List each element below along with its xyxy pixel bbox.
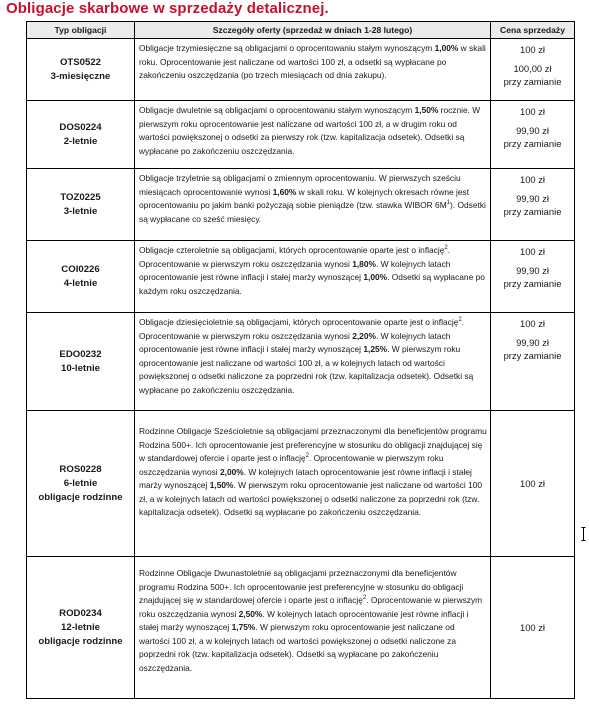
table-header-row bbox=[27, 22, 575, 39]
bond-term: 12-letnie bbox=[61, 621, 100, 633]
bond-type-cell bbox=[27, 313, 135, 411]
page-title: Obligacje skarbowe w sprzedaży detalicznej. bbox=[6, 0, 329, 17]
bond-price-cell bbox=[491, 169, 575, 241]
bond-term: 4-letnie bbox=[63, 277, 98, 289]
bond-description: Rodzinne Obligacje Dwunastoletnie są obligacjami przeznaczonymi dla beneficjentów programu Rodzina 500+. Ich oprocentowanie jest preferencyjne w stosunku do obligacji znajdującej się w standardowej ofercie i oparte jest o inflację$^2$. Oprocentowanie w pierwszym roku oszczędzania wynosi 2,50%. W kolejnych latach oprocentowanie jest równe inflacji i stałej marży wynoszącej 1,75%. W pierwszym roku oprocentowanie jest naliczane od wartości 100 zł, a w kolejnych latach od wartości powiększonej o odsetki naliczone za poprzedni rok (tzw. kapitalizacja odsetek). Odsetki są wypłacane po zakończeniu oszczędzania. bbox=[135, 557, 491, 699]
price-value: 100 zł bbox=[519, 106, 546, 117]
exchange-price-label: przy zamianie bbox=[503, 206, 562, 217]
bond-code: ROD0234 bbox=[59, 607, 102, 619]
bond-price-cell bbox=[491, 411, 575, 557]
bond-term: 10-letnie bbox=[61, 362, 100, 374]
table-row bbox=[27, 101, 575, 169]
bond-code: DOS0224 bbox=[59, 121, 102, 133]
exchange-price-value: 99,90 zł bbox=[516, 265, 549, 276]
exchange-price-value: 99,90 zł bbox=[516, 193, 549, 204]
exchange-price-value: 99,90 zł bbox=[516, 337, 549, 348]
bond-description: Obligacje czteroletnie są obligacjami, których oprocentowanie oparte jest o inflację$^2$. Oprocentowanie w pierwszym roku oszczędzania wynosi 1,80%. W kolejnych latach oprocentowanie jest równe inflacji i stałej marży wynoszącej 1,00%. Odsetki są wypłacane po każdym roku oszczędzania. bbox=[135, 241, 491, 313]
bond-description: Rodzinne Obligacje Sześcioletnie są obligacjami przeznaczonymi dla beneficjentów programu Rodzina 500+. Ich oprocentowanie jest preferencyjne w stosunku do obligacji znajdującej się w standardowej ofercie i oparte jest o inflację$^2$. Oprocentowanie w pierwszym roku oszczędzania wynosi 2,00%. W kolejnych latach oprocentowanie jest równe inflacji i stałej marży wynoszącej 1,50%. W pierwszym roku oprocentowanie jest naliczane od wartości 100 zł, a w kolejnych latach od wartości powiększonej o odsetki naliczone za poprzedni rok (tzw. kapitalizacja odsetek). Odsetki są wypłacane po zakończeniu oszczędzania. bbox=[135, 411, 491, 557]
bond-term: 3-miesięczne bbox=[50, 70, 111, 82]
bond-code: TOZ0225 bbox=[60, 191, 101, 203]
bond-description: Obligacje trzymiesięczne są obligacjami o oprocentowaniu stałym wynoszącym 1,00% w skali roku. Oprocentowanie jest naliczane od wartości 100 zł, a odsetki są wypłacane po zakończeniu oszczędzania (po trzech miesiącach od dnia zakupu). bbox=[135, 39, 491, 101]
price-value: 100 zł bbox=[519, 318, 546, 329]
bond-price-cell bbox=[491, 313, 575, 411]
text-cursor-icon bbox=[581, 527, 586, 541]
bond-term-note: obligacje rodzinne bbox=[38, 491, 123, 503]
bond-type-cell bbox=[27, 557, 135, 699]
bond-price-cell bbox=[491, 39, 575, 101]
bonds-table bbox=[26, 21, 575, 699]
bond-description: Obligacje dziesięcioletnie są obligacjami, których oprocentowanie oparte jest o inflację$^2$. Oprocentowanie w pierwszym roku oszczędzania wynosi 2,20%. W kolejnych latach oprocentowanie jest równe inflacji i stałej marży wynoszącej 1,25%. W pierwszym roku oprocentowanie jest naliczane od wartości 100 zł, a w kolejnych latach od wartości powiększonej o odsetki naliczone za poprzedni rok (tzw. kapitalizacja odsetek). Odsetki są wypłacane po zakończeniu oszczędzania. bbox=[135, 313, 491, 411]
exchange-price-label: przy zamianie bbox=[503, 138, 562, 149]
exchange-price-label: przy zamianie bbox=[503, 350, 562, 361]
bond-term: 6-letnie bbox=[63, 477, 98, 489]
table-row bbox=[27, 169, 575, 241]
bond-term: 2-letnie bbox=[63, 135, 98, 147]
bond-term-note: obligacje rodzinne bbox=[38, 635, 123, 647]
bond-type-cell bbox=[27, 241, 135, 313]
exchange-price-label: przy zamianie bbox=[503, 76, 562, 87]
price-value: 100 zł bbox=[519, 174, 546, 185]
bond-code: ROS0228 bbox=[59, 463, 102, 475]
table-row bbox=[27, 241, 575, 313]
header-price: Cena sprzedaży bbox=[491, 22, 575, 39]
bond-term: 3-letnie bbox=[63, 205, 98, 217]
bond-code: OTS0522 bbox=[59, 56, 102, 68]
bond-price-cell bbox=[491, 557, 575, 699]
table-row bbox=[27, 557, 575, 699]
bond-code: EDO0232 bbox=[59, 348, 102, 360]
bond-type-cell bbox=[27, 39, 135, 101]
price-value: 100 zł bbox=[519, 478, 546, 489]
header-details: Szczegóły oferty (sprzedaż w dniach 1-28 lutego) bbox=[135, 22, 491, 39]
bond-description: Obligacje trzyletnie są obligacjami o zmiennym oprocentowaniu. W pierwszych sześciu miesiącach oprocentowanie wynosi 1,60% w skali roku. W kolejnych okresach równe jest oprocentowaniu po jakim banki pożyczają sobie pieniądze (tzw. stawka WIBOR $6M^1$). Odsetki są wypłacane co sześć miesięcy. bbox=[135, 169, 491, 241]
price-value: 100 zł bbox=[519, 622, 546, 633]
bond-price-cell bbox=[491, 101, 575, 169]
bond-code: COI0226 bbox=[61, 263, 100, 275]
price-value: 100 zł bbox=[519, 44, 546, 55]
exchange-price-value: 99,90 zł bbox=[516, 125, 549, 136]
table-row bbox=[27, 39, 575, 101]
bond-type-cell bbox=[27, 101, 135, 169]
table-row bbox=[27, 411, 575, 557]
price-value: 100 zł bbox=[519, 246, 546, 257]
bond-type-cell bbox=[27, 411, 135, 557]
bond-type-cell bbox=[27, 169, 135, 241]
bond-description: Obligacje dwuletnie są obligacjami o oprocentowaniu stałym wynoszącym 1,50% rocznie. W pierwszym roku oprocentowanie jest naliczane od wartości 100 zł, a w drugim roku od wartości powiększonej o odsetki za pierwszy rok (tzw. kapitalizacja odsetek). Odsetki są wypłacane po zakończeniu oszczędzania. bbox=[135, 101, 491, 169]
bond-price-cell bbox=[491, 241, 575, 313]
header-type: Typ obligacji bbox=[27, 22, 135, 39]
table-row bbox=[27, 313, 575, 411]
exchange-price-label: przy zamianie bbox=[503, 278, 562, 289]
exchange-price-value: 100,00 zł bbox=[513, 63, 552, 74]
